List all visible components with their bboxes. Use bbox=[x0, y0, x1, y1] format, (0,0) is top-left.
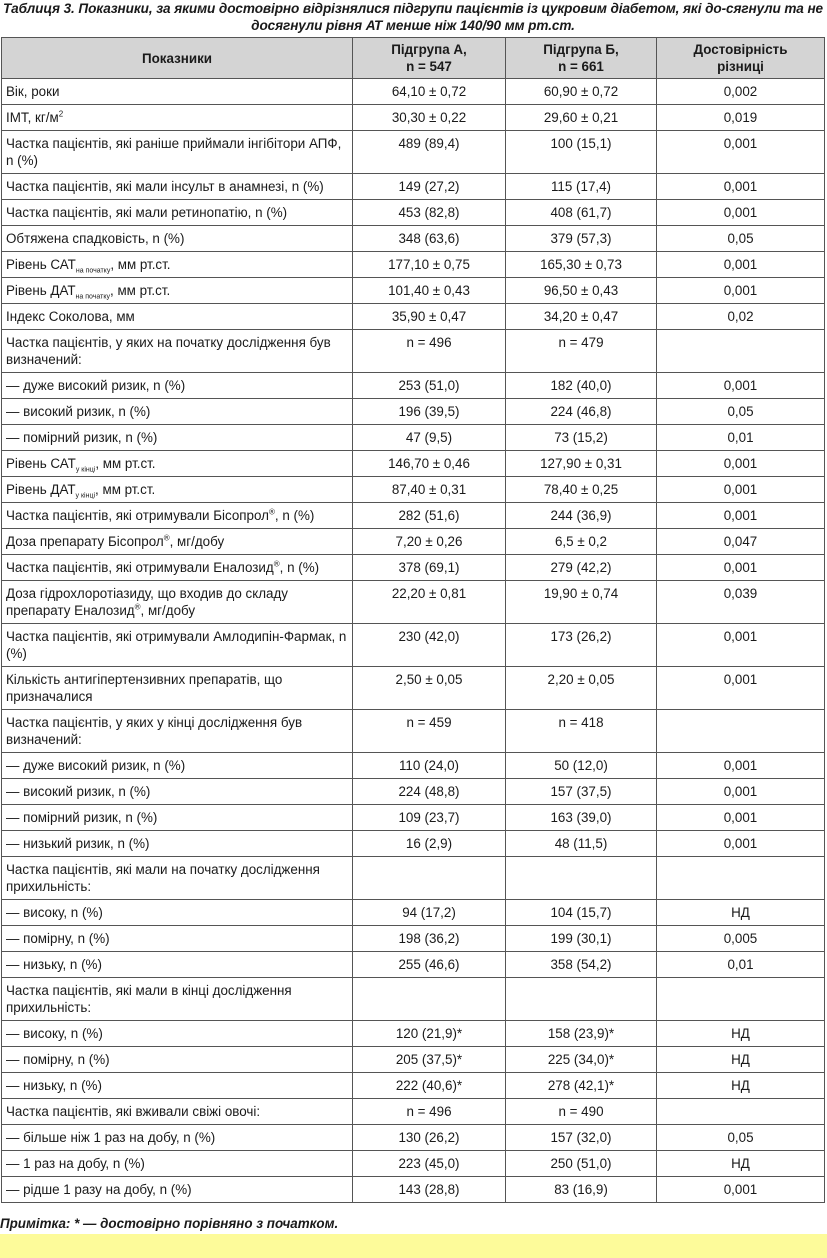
row-label-main: Рівень САТ bbox=[6, 257, 76, 272]
header-subgroup-b-n: n = 661 bbox=[558, 59, 604, 74]
value-subgroup-b: 127,90 ± 0,31 bbox=[506, 451, 657, 477]
value-subgroup-a: 35,90 ± 0,47 bbox=[353, 304, 506, 330]
value-subgroup-b: 115 (17,4) bbox=[506, 174, 657, 200]
row-label-superscript: ® bbox=[134, 602, 141, 612]
row-label-main: Частка пацієнтів, які отримували Бісопрол bbox=[6, 508, 269, 523]
value-significance bbox=[657, 857, 825, 900]
yellow-highlight-strip bbox=[0, 1234, 827, 1258]
value-subgroup-b: 48 (11,5) bbox=[506, 831, 657, 857]
table-note: Примітка: * — достовірно порівняно з початком. bbox=[0, 1216, 339, 1231]
table-row bbox=[2, 1021, 825, 1047]
value-significance: 0,02 bbox=[657, 304, 825, 330]
value-significance: 0,001 bbox=[657, 555, 825, 581]
row-label bbox=[2, 278, 353, 304]
table-row bbox=[2, 252, 825, 278]
row-label-superscript: ® bbox=[268, 507, 275, 517]
table-caption bbox=[2, 0, 824, 34]
row-label-subscript: на початку bbox=[75, 293, 111, 301]
row-label: — високу, n (%) bbox=[2, 900, 353, 926]
value-subgroup-b: 83 (16,9) bbox=[506, 1177, 657, 1203]
value-significance bbox=[657, 978, 825, 1021]
row-label: — помірну, n (%) bbox=[2, 1047, 353, 1073]
value-significance: 0,001 bbox=[657, 753, 825, 779]
value-subgroup-a: 22,20 ± 0,81 bbox=[353, 581, 506, 624]
row-label: — високий ризик, n (%) bbox=[2, 779, 353, 805]
value-subgroup-b: 244 (36,9) bbox=[506, 503, 657, 529]
row-label-subscript: у кінці bbox=[75, 492, 96, 500]
table-body bbox=[2, 79, 825, 1203]
value-significance: 0,001 bbox=[657, 252, 825, 278]
value-subgroup-b: 199 (30,1) bbox=[506, 926, 657, 952]
value-subgroup-b: 73 (15,2) bbox=[506, 425, 657, 451]
table-row bbox=[2, 477, 825, 503]
row-label-tail: , n (%) bbox=[274, 508, 315, 523]
value-significance: 0,05 bbox=[657, 1125, 825, 1151]
table-row bbox=[2, 330, 825, 373]
value-significance: 0,001 bbox=[657, 779, 825, 805]
table-row bbox=[2, 978, 825, 1021]
row-label: — високу, n (%) bbox=[2, 1021, 353, 1047]
table-row bbox=[2, 131, 825, 174]
table-row bbox=[2, 1099, 825, 1125]
value-significance: 0,001 bbox=[657, 831, 825, 857]
row-label: Вік, роки bbox=[2, 79, 353, 105]
row-label bbox=[2, 503, 353, 529]
row-label-main: Рівень ДАТ bbox=[6, 482, 76, 497]
row-label-tail: , мм рт.ст. bbox=[95, 456, 156, 471]
value-significance: НД bbox=[657, 1021, 825, 1047]
value-subgroup-a: 94 (17,2) bbox=[353, 900, 506, 926]
row-label-tail: , мм рт.ст. bbox=[95, 482, 156, 497]
value-subgroup-b: 278 (42,1)* bbox=[506, 1073, 657, 1099]
value-subgroup-a: 282 (51,6) bbox=[353, 503, 506, 529]
row-label: Обтяжена спадковість, n (%) bbox=[2, 226, 353, 252]
value-subgroup-a: 143 (28,8) bbox=[353, 1177, 506, 1203]
value-subgroup-a bbox=[353, 857, 506, 900]
caption-lead: Таблиця 3. bbox=[2, 1, 75, 16]
value-subgroup-b bbox=[506, 857, 657, 900]
row-label-superscript: 2 bbox=[58, 109, 64, 119]
value-significance bbox=[657, 710, 825, 753]
header-subgroup-b bbox=[506, 38, 657, 79]
row-label bbox=[2, 105, 353, 131]
row-label-tail: , n (%) bbox=[279, 560, 320, 575]
value-significance: 0,001 bbox=[657, 477, 825, 503]
row-label: Індекс Соколова, мм bbox=[2, 304, 353, 330]
row-label: — високий ризик, n (%) bbox=[2, 399, 353, 425]
table-row bbox=[2, 105, 825, 131]
row-label bbox=[2, 477, 353, 503]
value-subgroup-a: 255 (46,6) bbox=[353, 952, 506, 978]
row-label bbox=[2, 529, 353, 555]
value-subgroup-b: 29,60 ± 0,21 bbox=[506, 105, 657, 131]
value-subgroup-a: n = 496 bbox=[353, 1099, 506, 1125]
header-significance-line1: Достовірність bbox=[693, 42, 788, 57]
row-label-superscript: ® bbox=[163, 533, 170, 543]
value-significance: 0,001 bbox=[657, 1177, 825, 1203]
value-significance: НД bbox=[657, 1151, 825, 1177]
value-subgroup-b: 157 (37,5) bbox=[506, 779, 657, 805]
table-row bbox=[2, 1177, 825, 1203]
row-label bbox=[2, 252, 353, 278]
value-subgroup-b: n = 490 bbox=[506, 1099, 657, 1125]
value-subgroup-a: 198 (36,2) bbox=[353, 926, 506, 952]
value-subgroup-b: 34,20 ± 0,47 bbox=[506, 304, 657, 330]
value-subgroup-b: 157 (32,0) bbox=[506, 1125, 657, 1151]
value-subgroup-a: 224 (48,8) bbox=[353, 779, 506, 805]
row-label-tail: , мг/добу bbox=[169, 534, 225, 549]
value-significance: 0,001 bbox=[657, 174, 825, 200]
value-subgroup-b: 100 (15,1) bbox=[506, 131, 657, 174]
value-significance: 0,002 bbox=[657, 79, 825, 105]
row-label-subscript: на початку bbox=[75, 267, 111, 275]
table-row bbox=[2, 857, 825, 900]
value-subgroup-b: 379 (57,3) bbox=[506, 226, 657, 252]
value-subgroup-a: 196 (39,5) bbox=[353, 399, 506, 425]
row-label: Частка пацієнтів, які мали інсульт в анамнезі, n (%) bbox=[2, 174, 353, 200]
table-row bbox=[2, 529, 825, 555]
row-label: Частка пацієнтів, які отримували Амлодипін-Фармак, n (%) bbox=[2, 624, 353, 667]
row-label bbox=[2, 581, 353, 624]
row-label-main: Частка пацієнтів, які отримували Еналозид bbox=[6, 560, 274, 575]
row-label: Кількість антигіпертензивних препаратів, що призначалися bbox=[2, 667, 353, 710]
row-label bbox=[2, 555, 353, 581]
header-subgroup-b-title: Підгрупа Б, bbox=[543, 42, 619, 57]
row-label: — низьку, n (%) bbox=[2, 952, 353, 978]
value-subgroup-b: 225 (34,0)* bbox=[506, 1047, 657, 1073]
row-label-main: Рівень ДАТ bbox=[6, 283, 76, 298]
value-significance: 0,001 bbox=[657, 278, 825, 304]
value-subgroup-b: 182 (40,0) bbox=[506, 373, 657, 399]
value-significance: 0,001 bbox=[657, 805, 825, 831]
row-label: — більше ніж 1 раз на добу, n (%) bbox=[2, 1125, 353, 1151]
row-label-superscript: ® bbox=[273, 559, 280, 569]
value-subgroup-b: 6,5 ± 0,2 bbox=[506, 529, 657, 555]
row-label-main: Доза гідрохлоротіазиду, що входив до складу препарату Еналозид bbox=[6, 586, 289, 618]
value-subgroup-a: 110 (24,0) bbox=[353, 753, 506, 779]
value-subgroup-a: 16 (2,9) bbox=[353, 831, 506, 857]
value-significance: НД bbox=[657, 900, 825, 926]
row-label-subscript: у кінці bbox=[75, 466, 96, 474]
row-label: Частка пацієнтів, які мали на початку дослідження прихильність: bbox=[2, 857, 353, 900]
table-row bbox=[2, 1073, 825, 1099]
table-row bbox=[2, 304, 825, 330]
value-significance: 0,05 bbox=[657, 399, 825, 425]
table-row bbox=[2, 831, 825, 857]
value-significance: 0,05 bbox=[657, 226, 825, 252]
table-row bbox=[2, 425, 825, 451]
value-significance: 0,039 bbox=[657, 581, 825, 624]
table-row bbox=[2, 278, 825, 304]
value-significance: 0,01 bbox=[657, 952, 825, 978]
row-label-tail: , мм рт.ст. bbox=[110, 257, 171, 272]
table-row bbox=[2, 624, 825, 667]
header-row bbox=[2, 38, 825, 79]
value-subgroup-a: 149 (27,2) bbox=[353, 174, 506, 200]
value-subgroup-a: 489 (89,4) bbox=[353, 131, 506, 174]
table-row bbox=[2, 1125, 825, 1151]
table-row bbox=[2, 555, 825, 581]
row-label-main: Рівень САТ bbox=[6, 456, 76, 471]
row-label: Частка пацієнтів, у яких на початку дослідження був визначений: bbox=[2, 330, 353, 373]
header-significance-line2: різниці bbox=[717, 59, 764, 74]
value-subgroup-a: 146,70 ± 0,46 bbox=[353, 451, 506, 477]
header-significance bbox=[657, 38, 825, 79]
value-significance: 0,001 bbox=[657, 624, 825, 667]
value-significance: НД bbox=[657, 1073, 825, 1099]
value-subgroup-a: 205 (37,5)* bbox=[353, 1047, 506, 1073]
value-significance: НД bbox=[657, 1047, 825, 1073]
value-subgroup-a: 101,40 ± 0,43 bbox=[353, 278, 506, 304]
table-row bbox=[2, 753, 825, 779]
table-row bbox=[2, 710, 825, 753]
table-row bbox=[2, 952, 825, 978]
value-subgroup-b: 96,50 ± 0,43 bbox=[506, 278, 657, 304]
value-subgroup-a: 348 (63,6) bbox=[353, 226, 506, 252]
table-row bbox=[2, 79, 825, 105]
value-subgroup-a bbox=[353, 978, 506, 1021]
table-row bbox=[2, 200, 825, 226]
table-row bbox=[2, 667, 825, 710]
value-subgroup-b: 60,90 ± 0,72 bbox=[506, 79, 657, 105]
table-row bbox=[2, 581, 825, 624]
row-label: — 1 раз на добу, n (%) bbox=[2, 1151, 353, 1177]
value-significance bbox=[657, 1099, 825, 1125]
row-label: — дуже високий ризик, n (%) bbox=[2, 373, 353, 399]
caption-text: Показники, за якими достовірно відрізнялися підгрупи пацієнтів із цукровим діабетом, які до-сягнули та не досягнули рівня АТ менше ніж 140/90 мм рт.ст. bbox=[78, 1, 824, 33]
value-subgroup-a: 230 (42,0) bbox=[353, 624, 506, 667]
value-subgroup-a: 378 (69,1) bbox=[353, 555, 506, 581]
table-row bbox=[2, 373, 825, 399]
value-significance: 0,019 bbox=[657, 105, 825, 131]
value-subgroup-a: 130 (26,2) bbox=[353, 1125, 506, 1151]
value-significance: 0,001 bbox=[657, 131, 825, 174]
value-subgroup-a: 109 (23,7) bbox=[353, 805, 506, 831]
value-subgroup-b: 50 (12,0) bbox=[506, 753, 657, 779]
row-label-main: ІМТ, кг/м bbox=[6, 110, 59, 125]
value-subgroup-a: 2,50 ± 0,05 bbox=[353, 667, 506, 710]
row-label: Частка пацієнтів, у яких у кінці дослідження був визначений: bbox=[2, 710, 353, 753]
value-subgroup-a: n = 496 bbox=[353, 330, 506, 373]
row-label: — низьку, n (%) bbox=[2, 1073, 353, 1099]
value-subgroup-b: 78,40 ± 0,25 bbox=[506, 477, 657, 503]
table-row bbox=[2, 226, 825, 252]
table-row bbox=[2, 900, 825, 926]
value-subgroup-a: 64,10 ± 0,72 bbox=[353, 79, 506, 105]
value-subgroup-a: 222 (40,6)* bbox=[353, 1073, 506, 1099]
table-row bbox=[2, 503, 825, 529]
row-label: Частка пацієнтів, які вживали свіжі овочі: bbox=[2, 1099, 353, 1125]
value-subgroup-a: 253 (51,0) bbox=[353, 373, 506, 399]
header-subgroup-a-n: n = 547 bbox=[406, 59, 452, 74]
value-subgroup-b: 279 (42,2) bbox=[506, 555, 657, 581]
row-label: — низький ризик, n (%) bbox=[2, 831, 353, 857]
table-row bbox=[2, 451, 825, 477]
data-table bbox=[1, 37, 825, 1203]
table-row bbox=[2, 1151, 825, 1177]
value-subgroup-a: 30,30 ± 0,22 bbox=[353, 105, 506, 131]
value-subgroup-b bbox=[506, 978, 657, 1021]
row-label-tail: , мг/добу bbox=[140, 603, 196, 618]
value-subgroup-b: 163 (39,0) bbox=[506, 805, 657, 831]
value-subgroup-b: 358 (54,2) bbox=[506, 952, 657, 978]
row-label: Частка пацієнтів, які раніше приймали інгібітори АПФ, n (%) bbox=[2, 131, 353, 174]
table-row bbox=[2, 805, 825, 831]
row-label-tail: , мм рт.ст. bbox=[110, 283, 171, 298]
row-label-main: Доза препарату Бісопрол bbox=[6, 534, 164, 549]
row-label bbox=[2, 451, 353, 477]
row-label: — дуже високий ризик, n (%) bbox=[2, 753, 353, 779]
value-subgroup-a: 120 (21,9)* bbox=[353, 1021, 506, 1047]
value-subgroup-b: 173 (26,2) bbox=[506, 624, 657, 667]
value-subgroup-a: n = 459 bbox=[353, 710, 506, 753]
value-subgroup-b: 408 (61,7) bbox=[506, 200, 657, 226]
header-indicators: Показники bbox=[2, 38, 353, 79]
row-label: Частка пацієнтів, які мали ретинопатію, n (%) bbox=[2, 200, 353, 226]
value-subgroup-b: n = 479 bbox=[506, 330, 657, 373]
value-significance: 0,001 bbox=[657, 451, 825, 477]
row-label: — помірний ризик, n (%) bbox=[2, 805, 353, 831]
value-subgroup-b: 19,90 ± 0,74 bbox=[506, 581, 657, 624]
value-subgroup-b: n = 418 bbox=[506, 710, 657, 753]
value-subgroup-b: 158 (23,9)* bbox=[506, 1021, 657, 1047]
value-subgroup-a: 177,10 ± 0,75 bbox=[353, 252, 506, 278]
value-subgroup-b: 224 (46,8) bbox=[506, 399, 657, 425]
row-label: — рідше 1 разу на добу, n (%) bbox=[2, 1177, 353, 1203]
value-subgroup-a: 47 (9,5) bbox=[353, 425, 506, 451]
value-subgroup-b: 2,20 ± 0,05 bbox=[506, 667, 657, 710]
row-label: Частка пацієнтів, які мали в кінці дослідження прихильність: bbox=[2, 978, 353, 1021]
value-subgroup-b: 104 (15,7) bbox=[506, 900, 657, 926]
value-subgroup-a: 453 (82,8) bbox=[353, 200, 506, 226]
value-significance: 0,005 bbox=[657, 926, 825, 952]
value-significance: 0,001 bbox=[657, 503, 825, 529]
table-row bbox=[2, 779, 825, 805]
value-subgroup-a: 223 (45,0) bbox=[353, 1151, 506, 1177]
value-significance: 0,047 bbox=[657, 529, 825, 555]
value-significance: 0,001 bbox=[657, 373, 825, 399]
header-subgroup-a bbox=[353, 38, 506, 79]
header-subgroup-a-title: Підгрупа А, bbox=[391, 42, 467, 57]
value-subgroup-a: 87,40 ± 0,31 bbox=[353, 477, 506, 503]
value-significance: 0,01 bbox=[657, 425, 825, 451]
row-label: — помірну, n (%) bbox=[2, 926, 353, 952]
value-significance: 0,001 bbox=[657, 667, 825, 710]
value-significance bbox=[657, 330, 825, 373]
table-row bbox=[2, 399, 825, 425]
table-row bbox=[2, 926, 825, 952]
value-subgroup-b: 250 (51,0) bbox=[506, 1151, 657, 1177]
value-subgroup-a: 7,20 ± 0,26 bbox=[353, 529, 506, 555]
table-row bbox=[2, 174, 825, 200]
value-subgroup-b: 165,30 ± 0,73 bbox=[506, 252, 657, 278]
table-row bbox=[2, 1047, 825, 1073]
value-significance: 0,001 bbox=[657, 200, 825, 226]
row-label: — помірний ризик, n (%) bbox=[2, 425, 353, 451]
